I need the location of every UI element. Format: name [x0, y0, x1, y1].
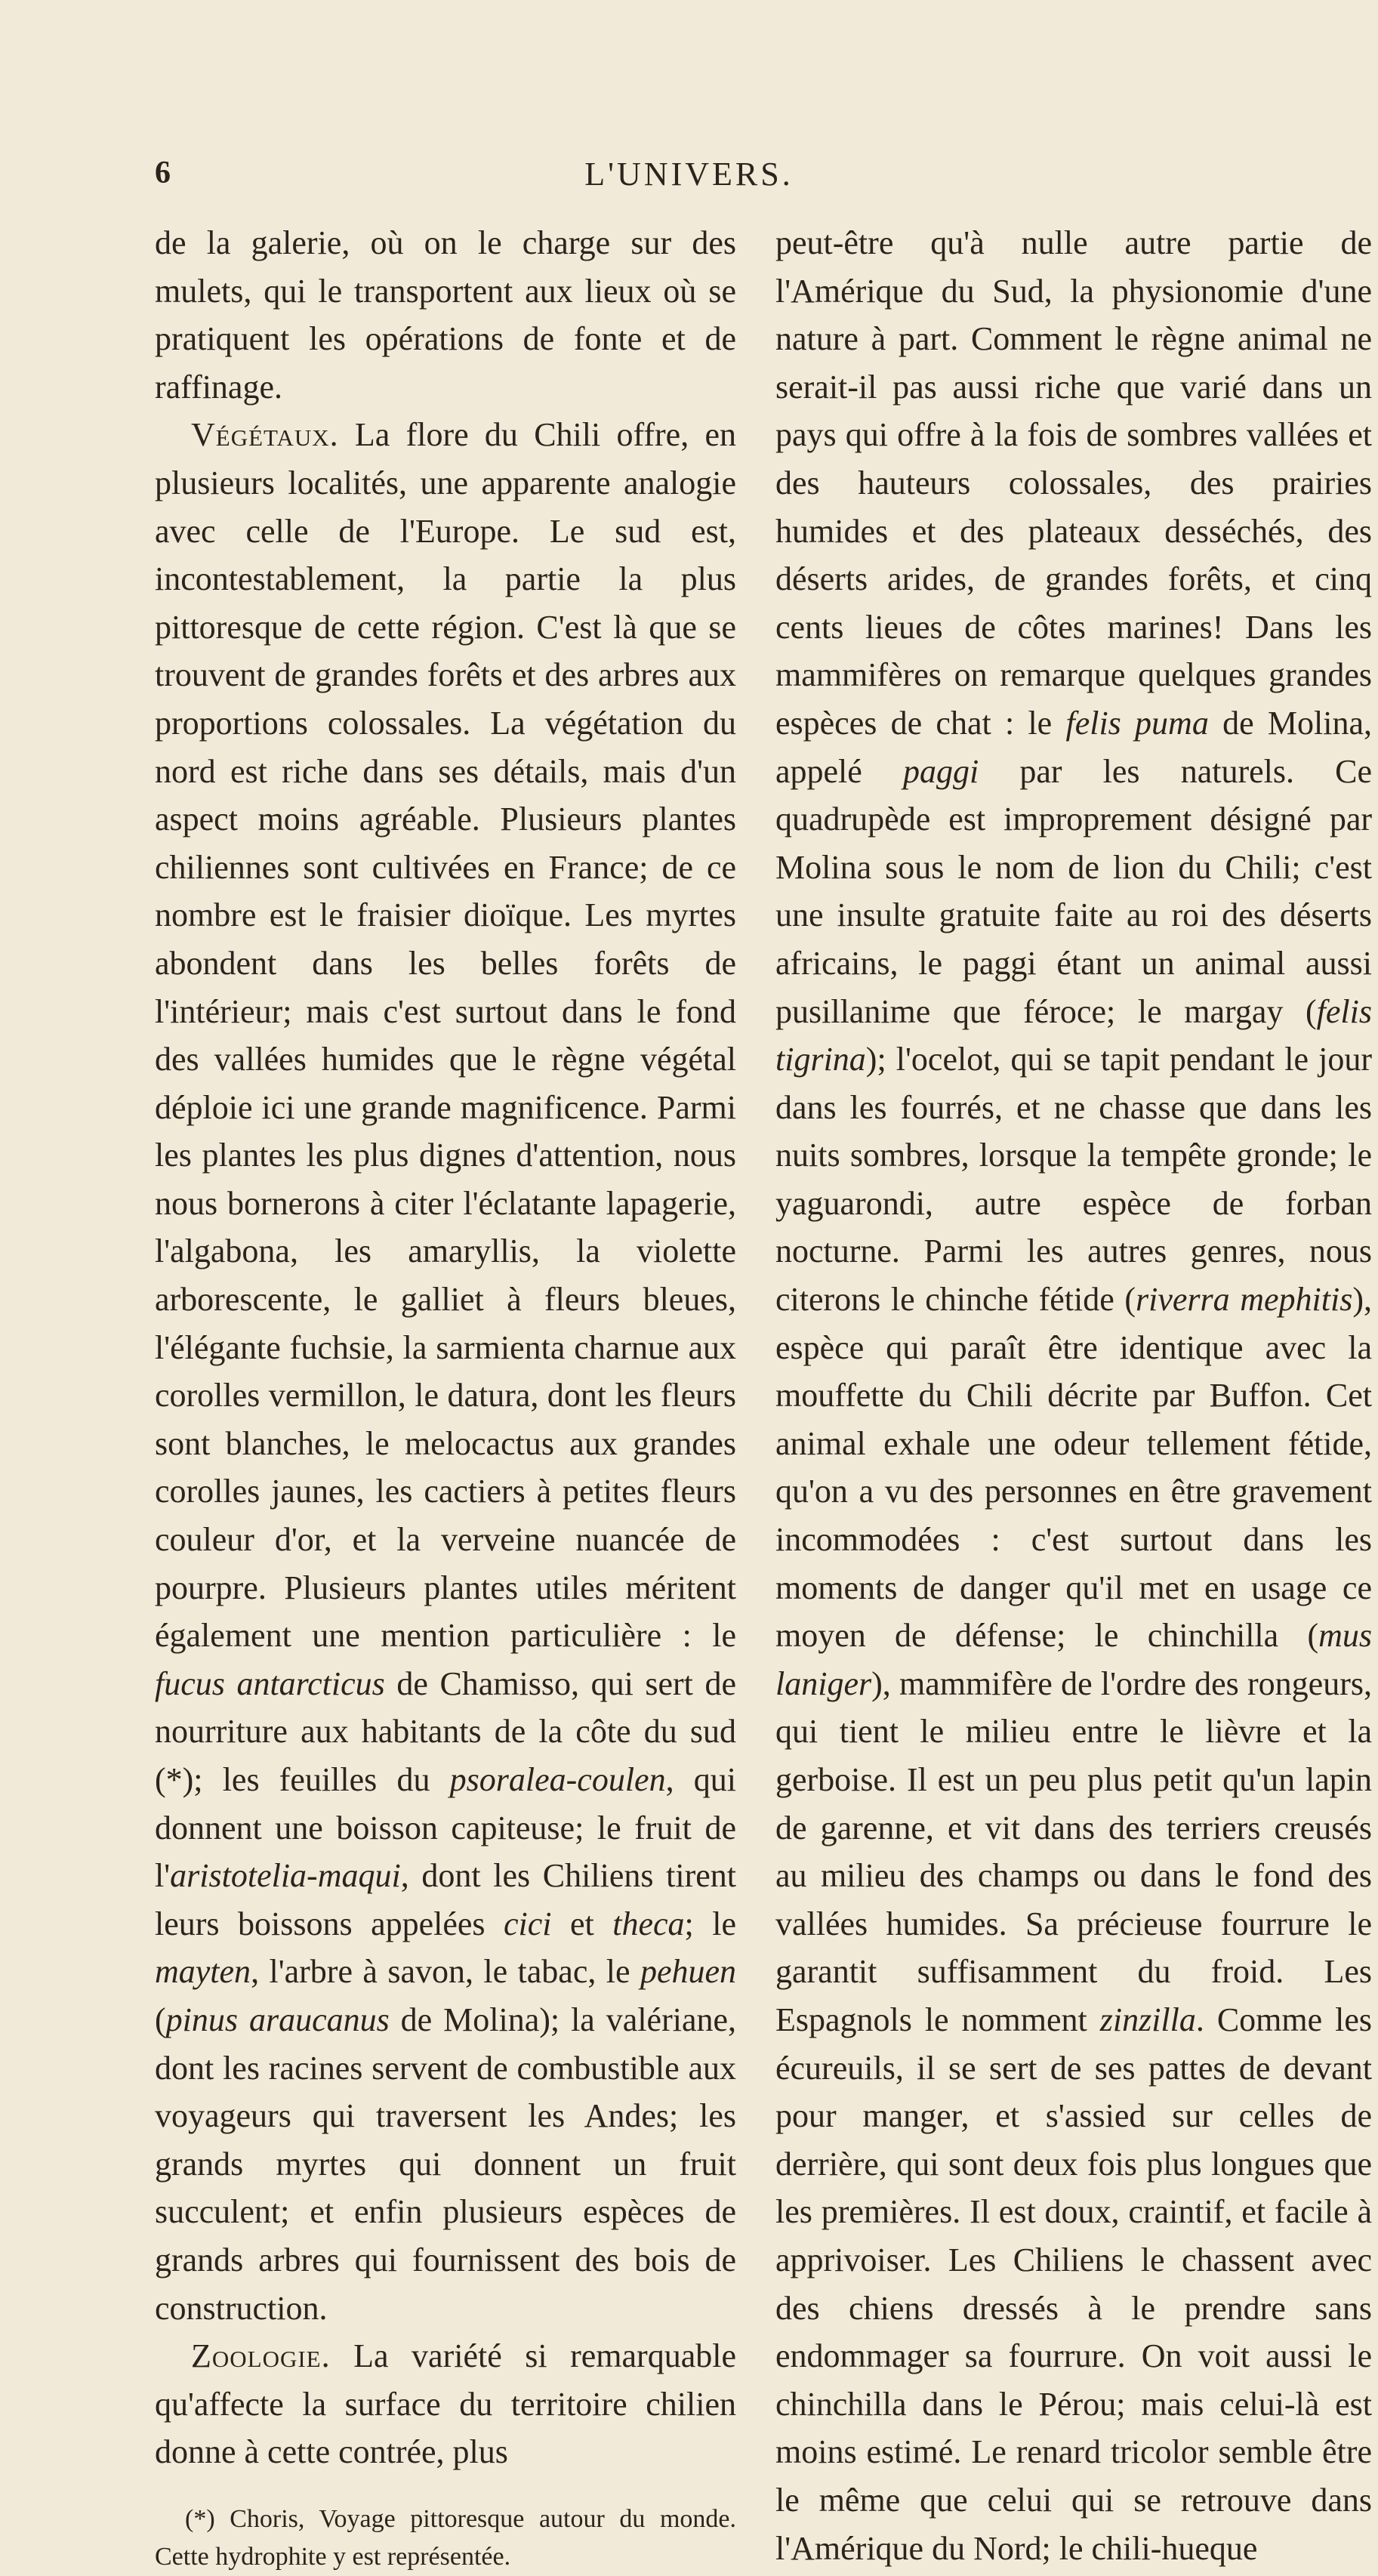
left-column	[155, 219, 736, 2576]
footnote-divider	[155, 2476, 736, 2487]
species-name: zinzilla	[1099, 2001, 1196, 2038]
species-name: mayten	[155, 1953, 251, 1991]
paragraph-zoologie-continued: peut-être qu'à nulle autre partie de l'Amérique du Sud, la physionomie d'une nature à part. Comment le règne animal ne serait-il pas aussi riche que varié dans un pays qui offre à la fois de sombres vallées et des hauteurs colossales, des prairies humides et des plateaux desséchés, des déserts arides, de grandes forêts, et cinq cents lieues de côtes marines! Dans les mammifères on remarque quelques grandes espèces de chat : le felis puma de Molina, appelé paggi par les naturels. Ce quadrupède est improprement désigné par Molina sous le nom de lion du Chili; c'est une insulte gratuite faite au roi des déserts africains, le paggi étant un animal aussi pusillanime que féroce; le margay (felis tigrina); l'ocelot, qui se tapit pendant le jour dans les fourrés, et ne chasse que dans les nuits sombres, lorsque la tempête gronde; le yaguarondi, autre espèce de forban nocturne. Parmi les autres genres, nous citerons le chinche fétide (riverra mephitis), espèce qui paraît être identique avec la mouffette du Chili décrite par Buffon. Cet animal exhale une odeur tellement fétide, qu'on a vu des personnes en être gravement incommodées : c'est surtout dans les moments de danger qu'il met en usage ce moyen de défense; le chinchilla (mus laniger), mammifère de l'ordre des rongeurs, qui tient le milieu entre le lièvre et la gerboise. Il est un peu plus petit qu'un lapin de garenne, et vit dans des terriers creusés au milieu des champs ou dans le fond des vallées humides. Sa précieuse fourrure le garantit suffisamment du froid. Les Espagnols le nomment zinzilla. Comme les écureuils, il se sert de ses pattes de devant pour manger, et s'assied sur celles de derrière, qui sont deux fois plus longues que les premières. Il est doux, craintif, et facile à apprivoiser. Les Chiliens le chassent avec des chiens dressés à le prendre sans endommager sa fourrure. On voit aussi le chinchilla dans le Pérou; mais celui-là est moins estimé. Le renard tricolor semble être le même que celui qui se retrouve dans l'Amérique du Nord; le chili-hueque	[775, 224, 1373, 2567]
right-column	[775, 219, 1372, 2572]
species-name: cici	[504, 1905, 552, 1942]
species-name: psoralea-coulen	[449, 1761, 666, 1798]
species-name: felis puma	[1065, 704, 1209, 742]
paragraph-mining-end: de la galerie, où on le charge sur des mulets, qui le transportent aux lieux où se pratiquent les opérations de fonte et de raffinage.	[155, 224, 736, 406]
species-name: pehuen	[640, 1953, 736, 1991]
section-heading-vegetaux: Végétaux.	[191, 416, 339, 454]
species-name: theca	[612, 1905, 685, 1942]
species-name: felis tigrina	[775, 992, 1372, 1078]
species-name: aristotelia-maqui	[170, 1857, 401, 1895]
page-header	[0, 155, 1378, 200]
species-name: mus laniger	[775, 1617, 1372, 1702]
paragraph-vegetaux: Végétaux. La flore du Chili offre, en plusieurs localités, une apparente analogie avec celle de l'Europe. Le sud est, incontestablement, la partie la plus pittoresque de cette région. C'est là que se trouvent de grandes forêts et des arbres aux proportions colossales. La végétation du nord est riche dans ses détails, mais d'un aspect moins agréable. Plusieurs plantes chiliennes sont cultivées en France; de ce nombre est le fraisier dioïque. Les myrtes abondent dans les belles forêts de l'intérieur; mais c'est surtout dans le fond des vallées humides que le règne végétal déploie ici une grande magnificence. Parmi les plantes les plus dignes d'attention, nous nous bornerons à citer l'éclatante lapagerie, l'algabona, les amaryllis, la violette arborescente, le galliet à fleurs bleues, l'élégante fuchsie, la sarmienta charnue aux corolles vermillon, le datura, dont les fleurs sont blanches, le melocactus aux grandes corolles jaunes, les cactiers à petites fleurs couleur d'or, et la verveine nuancée de pourpre. Plusieurs plantes utiles méritent également une mention particulière : le fucus antarcticus de Chamisso, qui sert de nourriture aux habitants de la côte du sud (*); les feuilles du psoralea-coulen, qui donnent une boisson capiteuse; le fruit de l'aristotelia-maqui, dont les Chiliens tirent leurs boissons appelées cici et theca; le mayten, l'arbre à savon, le tabac, le pehuen (pinus araucanus de Molina); la valériane, dont les racines servent de combustible aux voyageurs qui traversent les Andes; les grands myrtes qui donnent un fruit succulent; et enfin plusieurs espèces de grands arbres qui fournissent des bois de construction.	[155, 416, 737, 2327]
footnote: (*) Choris, Voyage pittoresque autour du monde. Cette hydrophite y est représentée.	[155, 2504, 736, 2571]
species-name: fucus antarcticus	[155, 1664, 385, 1702]
species-name: pinus araucanus	[165, 2001, 390, 2038]
page-number: 6	[155, 156, 171, 190]
section-heading-zoologie: Zoologie.	[191, 2337, 331, 2375]
species-name: paggi	[902, 752, 979, 790]
running-title: L'UNIVERS.	[584, 156, 794, 193]
species-name: riverra mephitis	[1136, 1281, 1353, 1319]
paragraph-zoologie-start: Zoologie. La variété si remarquable qu'affecte la surface du territoire chilien donne à cette contrée, plus	[155, 2337, 736, 2471]
